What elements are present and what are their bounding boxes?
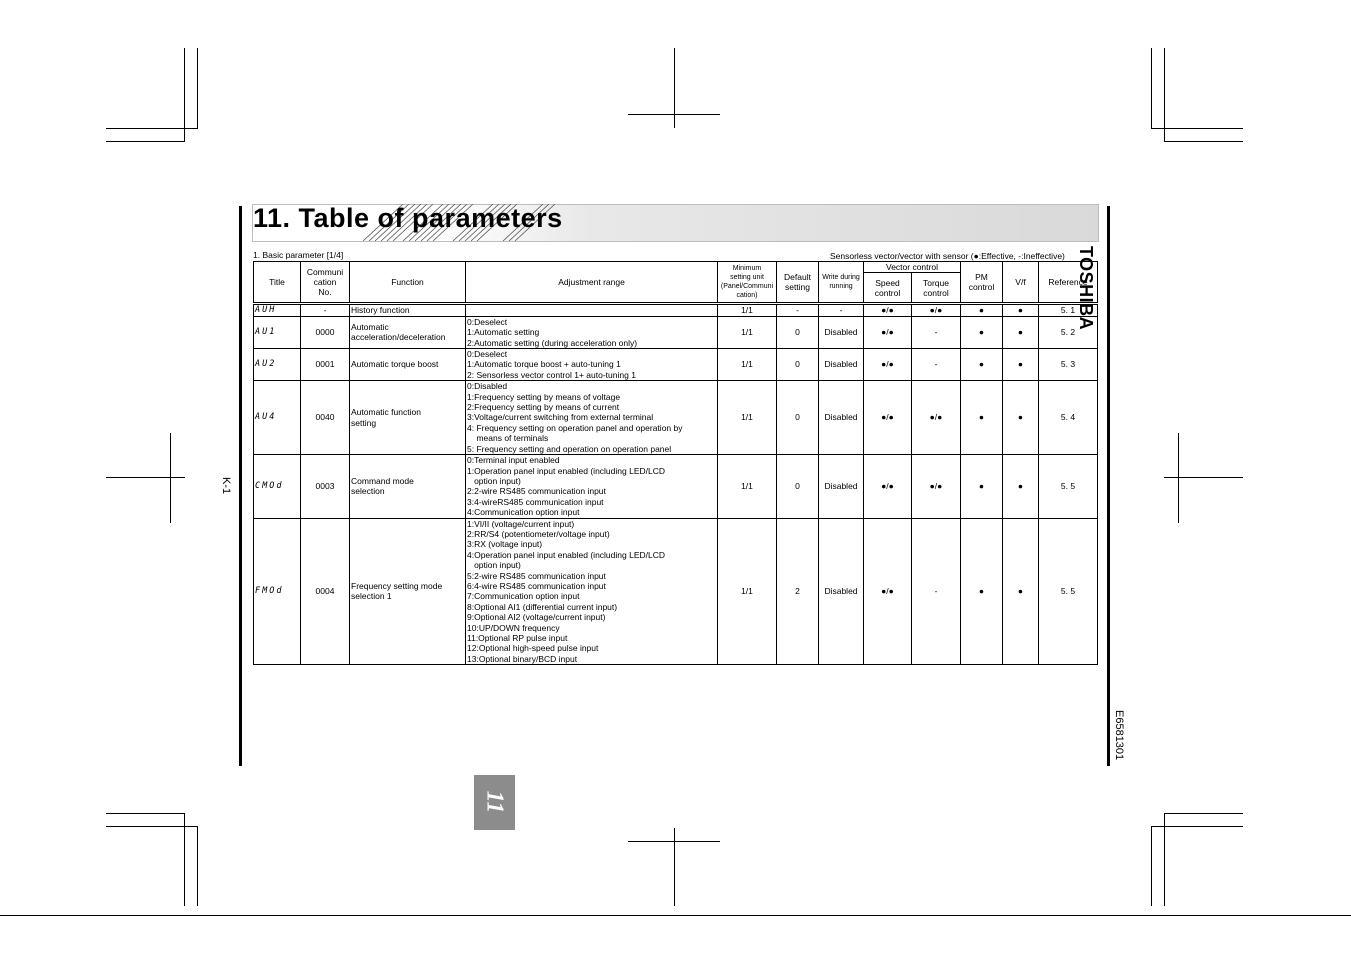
crop-mark bbox=[1164, 477, 1243, 478]
header-title: Title bbox=[254, 262, 301, 304]
right-margin-bar bbox=[1107, 206, 1110, 766]
header-min-unit: Minimum setting unit (Panel/Communi cation) bbox=[718, 262, 777, 304]
crop-mark bbox=[1164, 813, 1243, 814]
cell-vf: ● bbox=[1003, 349, 1039, 381]
cell-min-unit: 1/1 bbox=[718, 349, 777, 381]
crop-mark bbox=[106, 141, 185, 142]
header-write: Write during running bbox=[819, 262, 864, 304]
cell-adjustment: 0:Disabled 1:Frequency setting by means of voltage 2:Frequency setting by means of current 3:Voltage/current switching from external terminal 4: Frequency setting on operation panel and operation by means of terminals 5: Frequency setting and operation on operation panel bbox=[466, 381, 718, 455]
cell-torque: ●/● bbox=[912, 381, 961, 455]
cell-torque: - bbox=[912, 518, 961, 665]
cell-reference: 5. 5 bbox=[1039, 518, 1098, 665]
cell-pm: ● bbox=[961, 316, 1003, 348]
cell-title: AUH bbox=[254, 304, 301, 316]
cell-write: Disabled bbox=[819, 518, 864, 665]
cell-min-unit: 1/1 bbox=[718, 455, 777, 518]
header-adjustment: Adjustment range bbox=[466, 262, 718, 304]
cell-default: - bbox=[777, 304, 819, 316]
cell-title: CMOd bbox=[254, 455, 301, 518]
parameter-table bbox=[253, 261, 1098, 665]
cell-pm: ● bbox=[961, 455, 1003, 518]
crop-mark bbox=[1164, 141, 1243, 142]
cell-function: Command mode selection bbox=[350, 455, 466, 518]
page-bottom-rule bbox=[0, 915, 1351, 916]
cell-comm-no: 0040 bbox=[301, 381, 350, 455]
header-function: Function bbox=[350, 262, 466, 304]
cell-comm-no: 0004 bbox=[301, 518, 350, 665]
cell-comm-no: 0001 bbox=[301, 349, 350, 381]
header-default: Default setting bbox=[777, 262, 819, 304]
cell-pm: ● bbox=[961, 349, 1003, 381]
left-margin-bar bbox=[239, 206, 242, 766]
cell-title: FMOd bbox=[254, 518, 301, 665]
crop-mark bbox=[1151, 48, 1152, 128]
cell-reference: 5. 2 bbox=[1039, 316, 1098, 348]
crop-mark bbox=[106, 813, 185, 814]
cell-comm-no: 0000 bbox=[301, 316, 350, 348]
cell-default: 0 bbox=[777, 316, 819, 348]
table-row bbox=[254, 304, 1098, 316]
cell-write: Disabled bbox=[819, 381, 864, 455]
cell-title: AU4 bbox=[254, 381, 301, 455]
cell-function: History function bbox=[350, 304, 466, 316]
cell-default: 0 bbox=[777, 349, 819, 381]
crop-mark bbox=[1164, 48, 1165, 141]
cell-min-unit: 1/1 bbox=[718, 316, 777, 348]
cell-speed: ●/● bbox=[864, 316, 912, 348]
crop-mark bbox=[1151, 826, 1152, 906]
cell-write: - bbox=[819, 304, 864, 316]
cell-reference: 5. 4 bbox=[1039, 381, 1098, 455]
crop-mark bbox=[674, 828, 675, 906]
table-row bbox=[254, 349, 1098, 381]
crop-mark bbox=[170, 433, 171, 523]
cell-function: Automatic acceleration/deceleration bbox=[350, 316, 466, 348]
cell-min-unit: 1/1 bbox=[718, 518, 777, 665]
cell-torque: - bbox=[912, 316, 961, 348]
cell-adjustment: 0:Terminal input enabled 1:Operation panel input enabled (including LED/LCD option input) 2:2-wire RS485 communication input 3:4-wireRS485 communication input 4:Communication option input bbox=[466, 455, 718, 518]
crop-mark bbox=[628, 114, 720, 115]
cell-vf: ● bbox=[1003, 304, 1039, 316]
table-legend: Sensorless vector/vector with sensor (●:Effective, -:Ineffective) bbox=[830, 251, 1065, 261]
crop-mark bbox=[628, 841, 720, 842]
cell-title: AU1 bbox=[254, 316, 301, 348]
header-torque: Torque control bbox=[912, 273, 961, 304]
cell-speed: ●/● bbox=[864, 381, 912, 455]
crop-mark bbox=[197, 48, 198, 128]
cell-reference: 5. 3 bbox=[1039, 349, 1098, 381]
document-number: E6581301 bbox=[1113, 710, 1125, 761]
cell-pm: ● bbox=[961, 381, 1003, 455]
table-row bbox=[254, 455, 1098, 518]
cell-reference: 5. 5 bbox=[1039, 455, 1098, 518]
cell-default: 2 bbox=[777, 518, 819, 665]
cell-vf: ● bbox=[1003, 518, 1039, 665]
cell-default: 0 bbox=[777, 381, 819, 455]
cell-vf: ● bbox=[1003, 381, 1039, 455]
cell-adjustment: 0:Deselect 1:Automatic torque boost + auto-tuning 1 2: Sensorless vector control 1+ auto-tuning 1 bbox=[466, 349, 718, 381]
cell-write: Disabled bbox=[819, 455, 864, 518]
header-pm: PM control bbox=[961, 262, 1003, 304]
table-row bbox=[254, 518, 1098, 665]
table-row bbox=[254, 381, 1098, 455]
cell-torque: ●/● bbox=[912, 304, 961, 316]
header-speed: Speed control bbox=[864, 273, 912, 304]
cell-function: Automatic function setting bbox=[350, 381, 466, 455]
cell-adjustment: 0:Deselect 1:Automatic setting 2:Automatic setting (during acceleration only) bbox=[466, 316, 718, 348]
brand-logo-text: TOSHIBA bbox=[1076, 246, 1096, 331]
chapter-tab-number: 11 bbox=[482, 790, 508, 814]
page-label: K-1 bbox=[220, 477, 232, 495]
crop-mark bbox=[106, 477, 185, 478]
cell-function: Frequency setting mode selection 1 bbox=[350, 518, 466, 665]
cell-torque: ●/● bbox=[912, 455, 961, 518]
cell-min-unit: 1/1 bbox=[718, 381, 777, 455]
crop-mark bbox=[1164, 813, 1165, 906]
crop-mark bbox=[184, 48, 185, 141]
cell-vf: ● bbox=[1003, 455, 1039, 518]
cell-reference: 5. 1 bbox=[1039, 304, 1098, 316]
cell-min-unit: 1/1 bbox=[718, 304, 777, 316]
cell-speed: ●/● bbox=[864, 455, 912, 518]
cell-pm: ● bbox=[961, 304, 1003, 316]
header-reference: Reference bbox=[1039, 262, 1098, 304]
cell-title: AU2 bbox=[254, 349, 301, 381]
crop-mark bbox=[1178, 433, 1179, 523]
cell-vf: ● bbox=[1003, 316, 1039, 348]
cell-speed: ●/● bbox=[864, 518, 912, 665]
cell-torque: - bbox=[912, 349, 961, 381]
page-title: 11. Table of parameters bbox=[253, 203, 563, 233]
cell-write: Disabled bbox=[819, 349, 864, 381]
cell-comm-no: - bbox=[301, 304, 350, 316]
cell-adjustment: 1:VI/II (voltage/current input) 2:RR/S4 (potentiometer/voltage input) 3:RX (voltage input) 4:Operation panel input enabled (including LED/LCD option input) 5:2-wire RS485 communication input 6:4-wire RS485 communication input 7:Communication option input 8:Optional AI1 (differential current input) 9:Optional AI2 (voltage/current input) 10:UP/DOWN frequency 11:Optional RP pulse input 12:Optional high-speed pulse input 13:Optional binary/BCD input bbox=[466, 518, 718, 665]
crop-mark bbox=[674, 48, 675, 128]
cell-default: 0 bbox=[777, 455, 819, 518]
cell-speed: ●/● bbox=[864, 304, 912, 316]
crop-mark bbox=[184, 813, 185, 906]
header-vf: V/f bbox=[1003, 262, 1039, 304]
cell-adjustment bbox=[466, 304, 718, 316]
header-comm-no: Communi cation No. bbox=[301, 262, 350, 304]
cell-pm: ● bbox=[961, 518, 1003, 665]
crop-mark bbox=[197, 826, 198, 906]
cell-speed: ●/● bbox=[864, 349, 912, 381]
table-caption: 1. Basic parameter [1/4] bbox=[253, 250, 344, 260]
cell-comm-no: 0003 bbox=[301, 455, 350, 518]
cell-function: Automatic torque boost bbox=[350, 349, 466, 381]
cell-write: Disabled bbox=[819, 316, 864, 348]
header-vector-control: Vector control bbox=[864, 262, 961, 273]
table-row bbox=[254, 316, 1098, 348]
